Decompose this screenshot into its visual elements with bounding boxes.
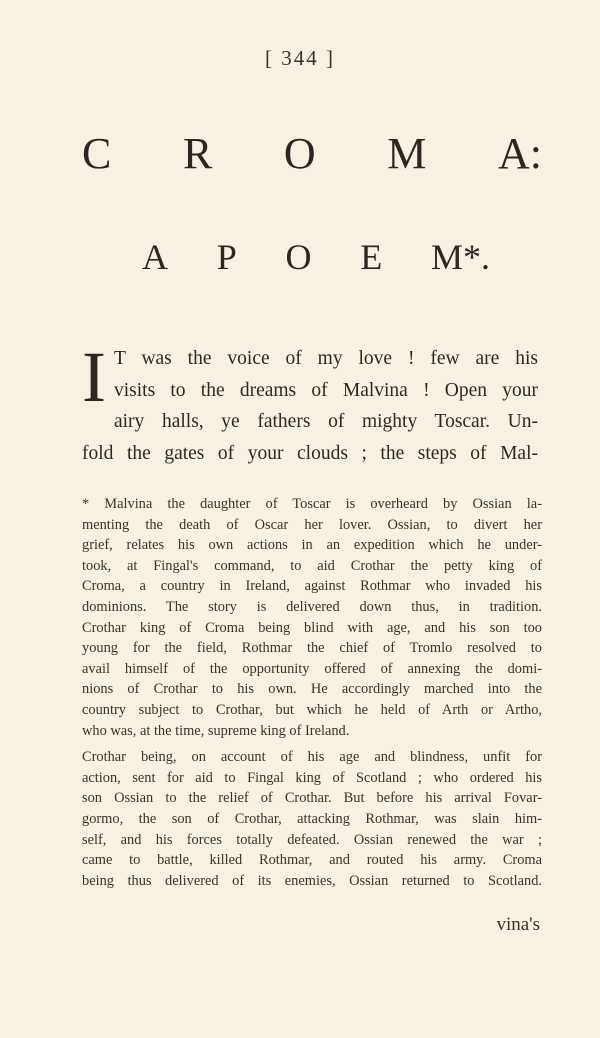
footnote-line: Crothar king of Croma being blind with age, and his son too [82,619,542,636]
footnote-line: took, at Fingal's command, to aid Crothar the petty king of [82,557,542,574]
footnote-line: menting the death of Oscar her lover. Ossian, to divert her [82,516,542,533]
footnote-line: country subject to Crothar, but which he held of Arth or Artho, [82,701,542,718]
subtitle-letter: M*. [430,237,490,277]
footnote-line: avail himself of the opportunity offered of annexing the domi- [82,660,542,677]
subtitle-letter: E [360,237,383,277]
footnote-line: action, sent for aid to Fingal king of Scotland ; who ordered his [82,769,542,786]
subtitle-letter: O [285,237,312,277]
footnote-paragraph-1 [82,494,542,741]
footnote-line: being thus delivered of its enemies, Ossian returned to Scotland. [82,872,542,889]
footnote-line: Croma, a country in Ireland, against Rothmar who invaded his [82,578,542,595]
subtitle-letter: A [142,237,168,277]
drop-cap: I [82,337,106,417]
footnote [82,494,542,897]
footnote-line: * Malvina the daughter of Toscar is overheard by Ossian la- [82,496,542,512]
footnote-line: gormo, the son of Crothar, attacking Rothmar, was slain him- [82,810,542,827]
footnote-line: dominions. The story is delivered down thus, in tradition. [82,598,542,615]
title-letter: C [82,129,112,178]
footnote-line: who was, at the time, supreme king of Ireland. [82,722,350,739]
body-line: airy halls, ye fathers of mighty Toscar. Un- [113,411,538,432]
title-letter: R [182,129,213,178]
footnote-line: young for the field, Rothmar the chief of Tromlo resolved to [82,640,542,657]
footnote-line: came to battle, killed Rothmar, and routed his army. Croma [82,852,542,869]
footnote-line: grief, relates his own actions in an expedition which he under- [82,537,542,554]
body-line: visits to the dreams of Malvina ! Open your [113,379,538,401]
catchword: vina's [496,914,540,935]
poem-body [82,337,538,469]
body-line: fold the gates of your clouds ; the steps of Mal- [82,442,538,464]
title-letter: M [387,129,427,178]
poem-subtitle [142,236,490,278]
footnote-paragraph-2 [82,747,542,891]
poem-title [82,128,542,179]
body-line: T was the voice of my love ! few are his [113,348,538,369]
title-letter: O [283,129,316,178]
title-letter: A: [498,129,542,178]
page-number: [ 344 ] [265,46,335,70]
footnote-line: Crothar being, on account of his age and blindness, unfit for [82,749,542,766]
subtitle-letter: P [216,237,237,277]
footnote-line: son Ossian to the relief of Crothar. But before his arrival Fovar- [82,790,542,807]
footnote-line: self, and his forces totally defeated. Ossian renewed the war ; [82,831,542,848]
footnote-line: nions of Crothar to his own. He accordingly marched into the [82,681,542,698]
